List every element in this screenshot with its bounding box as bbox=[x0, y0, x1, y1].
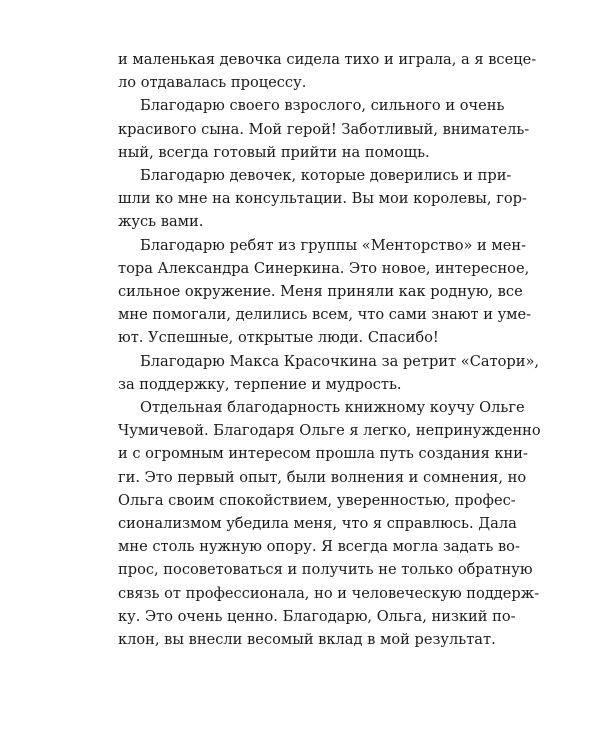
text-line: шли ко мне на консультации. Вы мои королевы, гор- bbox=[118, 190, 527, 208]
text-line: Отдельная благодарность книжному коучу Ольге bbox=[140, 399, 525, 417]
text-line: тора Александра Синеркина. Это новое, интересное, bbox=[118, 259, 530, 277]
text-line: Благодарю девочек, которые доверились и при- bbox=[140, 167, 512, 185]
body-text bbox=[118, 48, 541, 651]
paragraph bbox=[118, 350, 540, 396]
text-line: связь от профессионала, но и человеческую поддерж- bbox=[118, 584, 540, 602]
text-line: Чумичевой. Благодаря Ольге я легко, непринужденно bbox=[118, 422, 541, 440]
text-line: Благодарю ребят из группы «Менторство» и мен- bbox=[140, 236, 527, 254]
text-line: ги. Это первый опыт, были волнения и сомнения, но bbox=[118, 468, 527, 486]
text-line: ло отдавалась процессу. bbox=[118, 74, 307, 92]
paragraph bbox=[118, 164, 527, 234]
text-line: Благодарю своего взрослого, сильного и очень bbox=[140, 97, 505, 115]
text-line: красивого сына. Мой герой! Заботливый, вниматель- bbox=[118, 120, 530, 138]
text-line: ку. Это очень ценно. Благодарю, Ольга, низкий по- bbox=[118, 607, 516, 625]
text-line: сионализмом убедила меня, что я справлюсь. Дала bbox=[118, 515, 517, 533]
paragraph bbox=[118, 234, 532, 350]
text-line: прос, посоветоваться и получить не только обратную bbox=[118, 561, 533, 579]
paragraph bbox=[118, 94, 530, 164]
text-line: за поддержку, терпение и мудрость. bbox=[118, 375, 402, 393]
text-line: и с огромным интересом прошла путь создания кни- bbox=[118, 445, 528, 463]
text-line: и маленькая девочка сидела тихо и играла, а я всеце- bbox=[118, 51, 537, 68]
text-line: сильное окружение. Меня приняли как родную, все bbox=[118, 283, 523, 301]
paragraph bbox=[118, 396, 541, 651]
text-line: мне помогали, делились всем, что сами знают и уме- bbox=[118, 306, 532, 324]
text-line: жусь вами. bbox=[118, 213, 204, 231]
text-line: ют. Успешные, открытые люди. Спасибо! bbox=[118, 329, 439, 347]
text-line: клон, вы внесли весомый вклад в мой результат. bbox=[118, 631, 496, 649]
text-line: Благодарю Макса Красочкина за ретрит «Сатори», bbox=[140, 352, 540, 370]
text-line: ный, всегда готовый прийти на помощь. bbox=[118, 143, 430, 161]
text-line: Ольга своим спокойствием, уверенностью, профес- bbox=[118, 491, 516, 509]
paragraph bbox=[118, 48, 537, 94]
text-line: мне столь нужную опору. Я всегда могла задать во- bbox=[118, 538, 520, 556]
